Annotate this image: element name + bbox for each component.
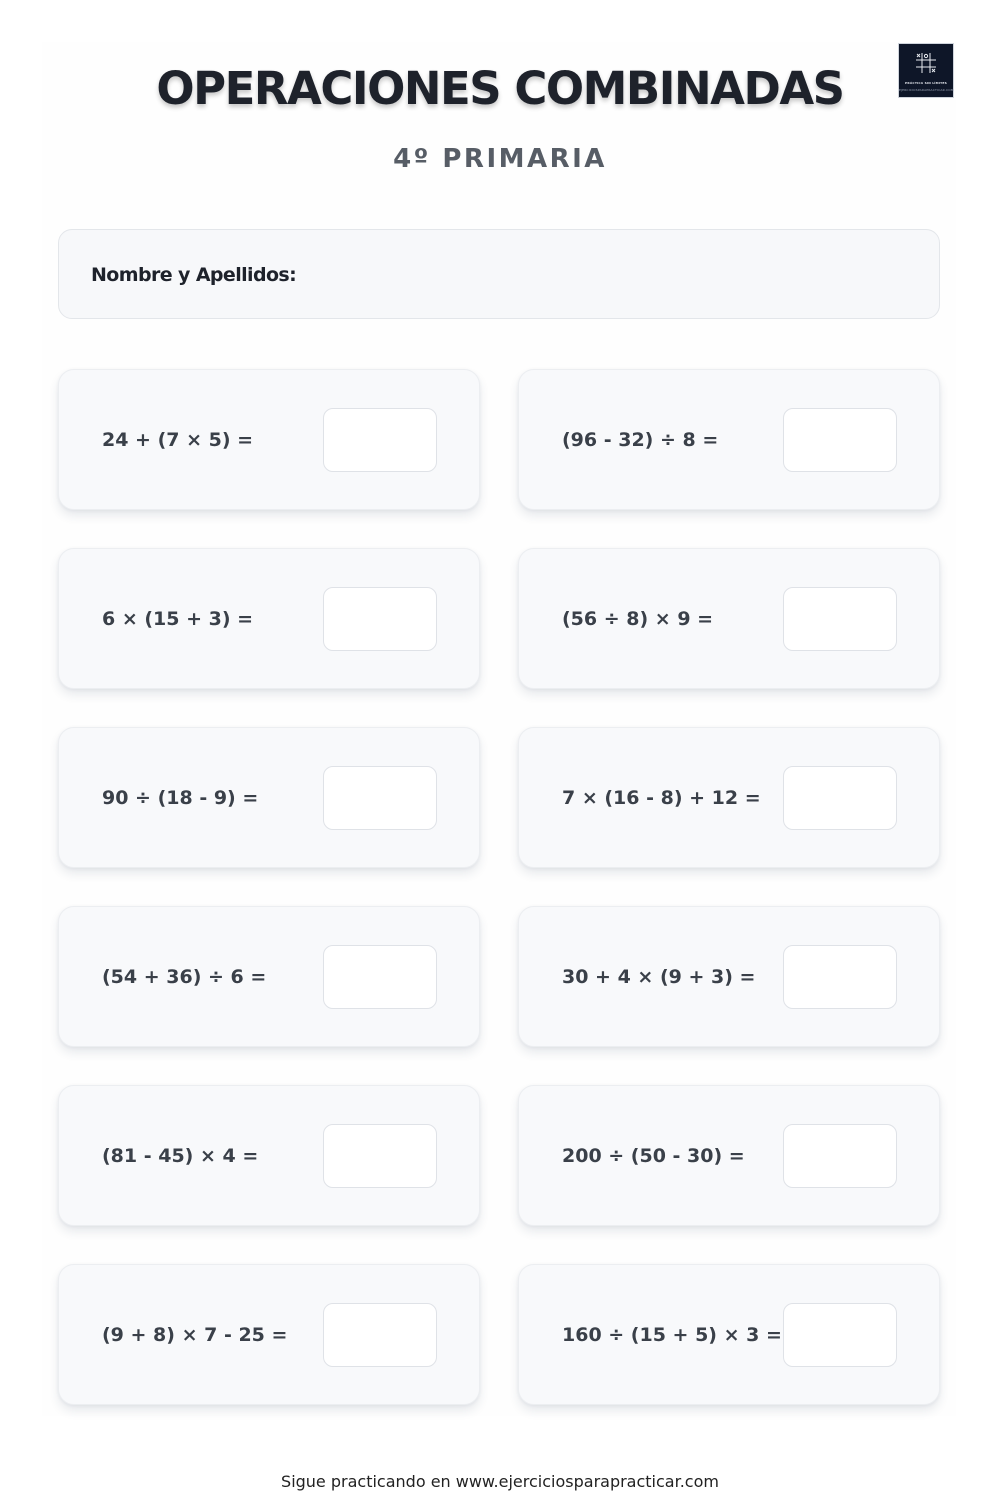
exercise-card bbox=[518, 548, 940, 689]
exercise-card bbox=[518, 1264, 940, 1405]
exercise-card bbox=[58, 1085, 480, 1226]
grade-subtitle: 4º PRIMARIA bbox=[393, 144, 607, 174]
exercise-expression: (81 - 45) × 4 = bbox=[102, 1145, 259, 1167]
exercise-expression: (9 + 8) × 7 - 25 = bbox=[102, 1324, 288, 1346]
brand-logo[interactable] bbox=[898, 43, 954, 98]
exercise-card bbox=[58, 548, 480, 689]
answer-box[interactable] bbox=[783, 1303, 897, 1367]
logo-url: EJERCICIOSPARAPRACTICAR.COM bbox=[899, 88, 954, 92]
answer-box[interactable] bbox=[783, 1124, 897, 1188]
exercise-grid bbox=[58, 369, 940, 1405]
exercise-expression: (54 + 36) ÷ 6 = bbox=[102, 966, 267, 988]
exercise-expression: (56 ÷ 8) × 9 = bbox=[562, 608, 714, 630]
exercise-card bbox=[58, 906, 480, 1047]
answer-box[interactable] bbox=[783, 766, 897, 830]
answer-box[interactable] bbox=[323, 408, 437, 472]
exercise-card bbox=[518, 727, 940, 868]
answer-box[interactable] bbox=[783, 408, 897, 472]
exercise-expression: 200 ÷ (50 - 30) = bbox=[562, 1145, 745, 1167]
name-field-label: Nombre y Apellidos: bbox=[91, 264, 297, 286]
exercise-card bbox=[518, 1085, 940, 1226]
name-field[interactable] bbox=[58, 229, 940, 319]
exercise-card bbox=[518, 369, 940, 510]
exercise-expression: 7 × (16 - 8) + 12 = bbox=[562, 787, 761, 809]
answer-box[interactable] bbox=[323, 945, 437, 1009]
exercise-card bbox=[58, 369, 480, 510]
logo-text: PRÁCTICA SIN LÍMITES bbox=[905, 81, 947, 85]
exercise-card bbox=[58, 727, 480, 868]
exercise-card bbox=[518, 906, 940, 1047]
exercise-card bbox=[58, 1264, 480, 1405]
exercise-expression: 24 + (7 × 5) = bbox=[102, 429, 254, 451]
answer-box[interactable] bbox=[323, 1124, 437, 1188]
exercise-expression: 90 ÷ (18 - 9) = bbox=[102, 787, 259, 809]
footer-link[interactable]: Sigue practicando en www.ejerciciosparapracticar.com bbox=[281, 1472, 719, 1491]
answer-box[interactable] bbox=[323, 766, 437, 830]
exercise-expression: (96 - 32) ÷ 8 = bbox=[562, 429, 719, 451]
exercise-expression: 30 + 4 × (9 + 3) = bbox=[562, 966, 756, 988]
exercise-expression: 160 ÷ (15 + 5) × 3 = bbox=[562, 1324, 782, 1346]
exercise-expression: 6 × (15 + 3) = bbox=[102, 608, 254, 630]
answer-box[interactable] bbox=[783, 945, 897, 1009]
answer-box[interactable] bbox=[323, 1303, 437, 1367]
answer-box[interactable] bbox=[783, 587, 897, 651]
answer-box[interactable] bbox=[323, 587, 437, 651]
page-title: OPERACIONES COMBINADAS bbox=[156, 62, 844, 115]
